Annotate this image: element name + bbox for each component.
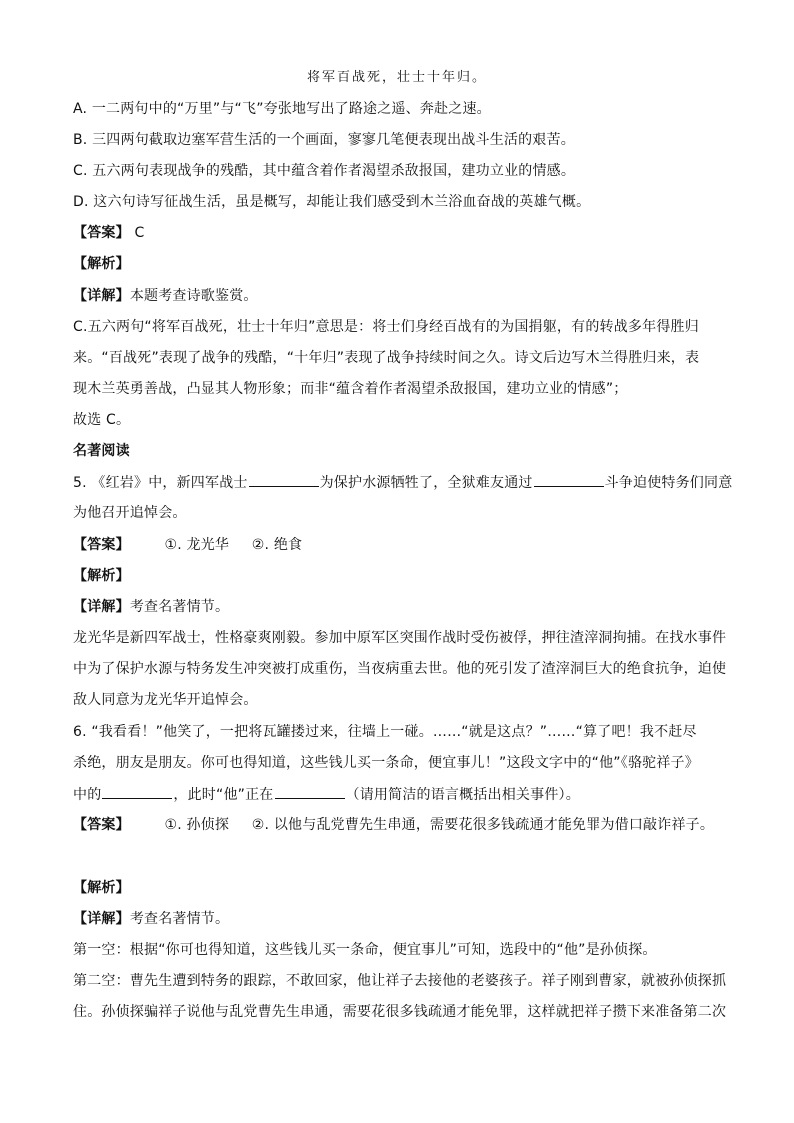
fill-blank xyxy=(275,784,345,799)
detail-text: 本题考查诗歌鉴赏。 xyxy=(129,288,258,304)
q5-explanation-3: 敌人同意为龙光华开追悼会。 xyxy=(73,692,258,708)
detail-tag: 【详解】 xyxy=(73,599,130,615)
option-d: D. 这六句诗写征战生活，虽是概写，却能让我们感受到木兰浴血奋战的英雄气概。 xyxy=(73,194,591,210)
option-c: C. 五六两句表现战争的残酷，其中蕴含着作者渴望杀敌报国，建功立业的情感。 xyxy=(73,163,576,179)
q6-stem-part: （请用简洁的语言概括出相关事件）。 xyxy=(345,787,580,803)
answer-tag: 【答案】 xyxy=(73,537,130,553)
answer-number: ①. xyxy=(164,537,182,553)
analysis-tag: 【解析】 xyxy=(73,256,130,272)
q5-stem-part: 斗争迫使特务们同意 xyxy=(604,475,733,491)
q4-explanation-1: C.五六两句“将军百战死，壮士十年归”意思是：将士们身经百战有的为国捐躯，有的转战多年得胜归 xyxy=(73,319,699,335)
detail-text: 考查名著情节。 xyxy=(129,911,230,927)
q5-explanation-1: 龙光华是新四军战士，性格豪爽刚毅。参加中原军区突围作战时受伤被俘，押往渣滓洞拘捕。在找水事件 xyxy=(73,630,727,646)
option-b: B. 三四两句截取边塞军营生活的一个画面，寥寥几笔便表现出战斗生活的艰苦。 xyxy=(73,132,575,148)
q4-detail-row xyxy=(73,286,258,306)
answer-value: 龙光华 xyxy=(186,537,230,553)
q6-detail-row xyxy=(73,909,229,929)
answer-number: ①. xyxy=(164,817,182,833)
detail-text: 考查名著情节。 xyxy=(129,599,230,615)
q4-explanation-2: 来。“百战死”表现了战争的残酷，“十年归”表现了战争持续时间之久。诗文后边写木兰得胜归来，表 xyxy=(73,350,700,366)
q5-stem-part: 为保护水源牺牲了，全狱难友通过 xyxy=(319,475,533,491)
q5-detail-row xyxy=(73,597,229,617)
q5-stem-part: 5. 《红岩》中，新四军战士 xyxy=(73,475,248,491)
section-title: 名著阅读 xyxy=(73,443,130,459)
q6-stem-part: 中的 xyxy=(73,787,102,803)
answer-value: 孙侦探 xyxy=(186,817,230,833)
q6-explanation-2: 第二空：曹先生遭到特务的跟踪，不敢回家，他让祥子去接他的老婆孩子。祥子刚到曹家，就被孙侦探抓 xyxy=(73,973,727,989)
answer-tag: 【答案】 xyxy=(73,225,130,241)
answer-number: ②. xyxy=(251,537,270,553)
q4-conclusion: 故选 C。 xyxy=(73,412,131,428)
q5-stem-2: 为他召开追悼会。 xyxy=(73,505,187,521)
fill-blank xyxy=(534,472,604,487)
q6-stem-part: ，此时“他”正在 xyxy=(173,787,274,803)
q6-explanation-3: 住。孙侦探骗祥子说他与乱党曹先生串通，需要花很多钱疏通才能免罪，这样就把祥子攒下来准备第二次 xyxy=(73,1004,727,1020)
q4-explanation-3: 现木兰英勇善战，凸显其人物形象；而非“蕴含着作者渴望杀敌报国，建功立业的情感”； xyxy=(73,381,628,397)
poem-line: 将军百战死，壮士十年归。 xyxy=(306,70,487,85)
fill-blank xyxy=(102,784,172,799)
q5-explanation-2: 中为了保护水源与特务发生冲突被打成重伤，当夜病重去世。他的死引发了渣滓洞巨大的绝食抗争，迫使 xyxy=(73,661,727,677)
q5-stem-1 xyxy=(73,472,732,493)
analysis-tag: 【解析】 xyxy=(73,880,130,896)
q6-stem-2: 杀绝，朋友是朋友。你可也得知道，这些钱儿买一条命，便宜事儿！”这段文字中的“他”《骆驼祥子》 xyxy=(73,755,699,771)
q6-stem-3 xyxy=(73,784,580,805)
answer-value: C xyxy=(134,225,145,241)
detail-tag: 【详解】 xyxy=(73,911,130,927)
q6-stem-1: 6. “我看看！”他笑了，一把将瓦罐搂过来，往墙上一碰。……“就是这点？”……“算了吧！我不赶尽 xyxy=(73,724,697,740)
answer-tag: 【答案】 xyxy=(73,817,130,833)
analysis-tag: 【解析】 xyxy=(73,568,130,584)
fill-blank xyxy=(249,472,319,487)
q6-answer-row xyxy=(73,815,714,835)
detail-tag: 【详解】 xyxy=(73,288,130,304)
answer-number: ②. xyxy=(251,817,270,833)
answer-value: 以他与乱党曹先生串通，需要花很多钱疏通才能免罪为借口敲诈祥子。 xyxy=(273,817,715,833)
q5-answer-row xyxy=(73,535,302,555)
option-a: A. 一二两句中的“万里”与“飞”夸张地写出了路途之遥、奔赴之速。 xyxy=(73,101,491,117)
answer-value: 绝食 xyxy=(273,537,303,553)
q4-answer-row xyxy=(73,223,144,243)
q6-explanation-1: 第一空：根据“你可也得知道，这些钱儿买一条命，便宜事儿”可知，选段中的“他”是孙侦探。 xyxy=(73,942,657,958)
